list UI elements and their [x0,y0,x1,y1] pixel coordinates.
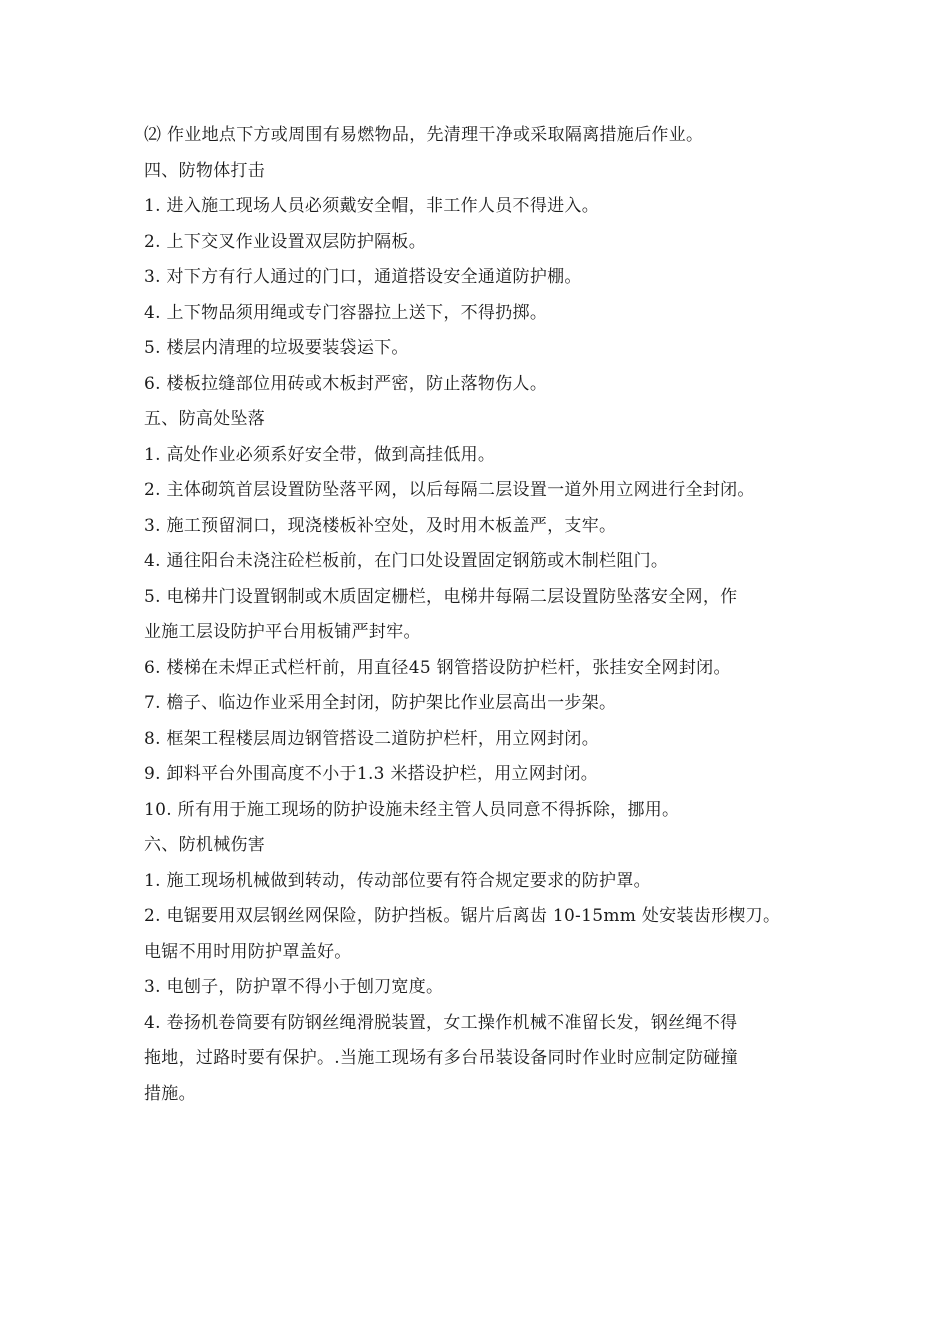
text-line: 6. 楼板拉缝部位用砖或木板封严密，防止落物伤人。 [144,373,548,394]
document-body [144,118,810,1112]
section-heading: 六、防机械伤害 [144,835,266,855]
text-line: 拖地，过路时要有保护。.当施工现场有多台吊装设备同时作业时应制定防碰撞 [144,1048,738,1068]
text-line: 1. 高处作业必须系好安全带，做到高挂低用。 [144,444,496,465]
text-line: 8. 框架工程楼层周边钢管搭设二道防护栏杆，用立网封闭。 [144,728,600,749]
text-line: 5. 电梯井门设置钢制或木质固定栅栏，电梯井每隔二层设置防坠落安全网，作 [144,586,738,607]
text-line: 6. 楼梯在未焊正式栏杆前，用直径45 钢管搭设防护栏杆，张挂安全网封闭。 [144,657,731,678]
text-line: 4. 上下物品须用绳或专门容器拉上送下，不得扔掷。 [144,302,548,323]
text-line: 1. 进入施工现场人员必须戴安全帽，非工作人员不得进入。 [144,196,600,216]
text-line: 7. 檐子、临边作业采用全封闭，防护架比作业层高出一步架。 [144,693,617,713]
text-line: 2. 上下交叉作业设置双层防护隔板。 [144,231,427,252]
text-line: 2. 电锯要用双层钢丝网保险，防护挡板。锯片后离齿 10-15mm 处安装齿形楔刀。 [144,906,781,926]
text-line: 1. 施工现场机械做到转动，传动部位要有符合规定要求的防护罩。 [144,870,651,891]
text-line: 3. 施工预留洞口，现浇楼板补空处，及时用木板盖严，支牢。 [144,515,617,536]
text-line: 10. 所有用于施工现场的防护设施未经主管人员同意不得拆除，挪用。 [144,799,680,820]
text-line: 9. 卸料平台外围高度不小于1.3 米搭设护栏，用立网封闭。 [144,764,599,784]
text-line: 4. 卷扬机卷筒要有防钢丝绳滑脱装置，女工操作机械不准留长发，钢丝绳不得 [144,1012,738,1033]
section-heading: 四、防物体打击 [144,160,266,181]
section-heading: 五、防高处坠落 [144,409,266,429]
text-line: 5. 楼层内清理的垃圾要装袋运下。 [144,338,409,358]
text-line: 3. 对下方有行人通过的门口，通道搭设安全通道防护棚。 [144,267,582,287]
text-line: 措施。 [144,1083,196,1104]
text-line: 电锯不用时用防护罩盖好。 [144,941,352,962]
text-line: ⑵ 作业地点下方或周围有易燃物品，先清理干净或采取隔离措施后作业。 [144,125,704,145]
text-line: 3. 电刨子，防护罩不得小于刨刀宽度。 [144,977,444,997]
text-line: 2. 主体砌筑首层设置防坠落平网，以后每隔二层设置一道外用立网进行全封闭。 [144,480,755,500]
text-line: 业施工层设防护平台用板铺严封牢。 [144,622,421,642]
text-line: 4. 通往阳台未浇注砼栏板前，在门口处设置固定钢筋或木制栏阻门。 [144,551,669,571]
